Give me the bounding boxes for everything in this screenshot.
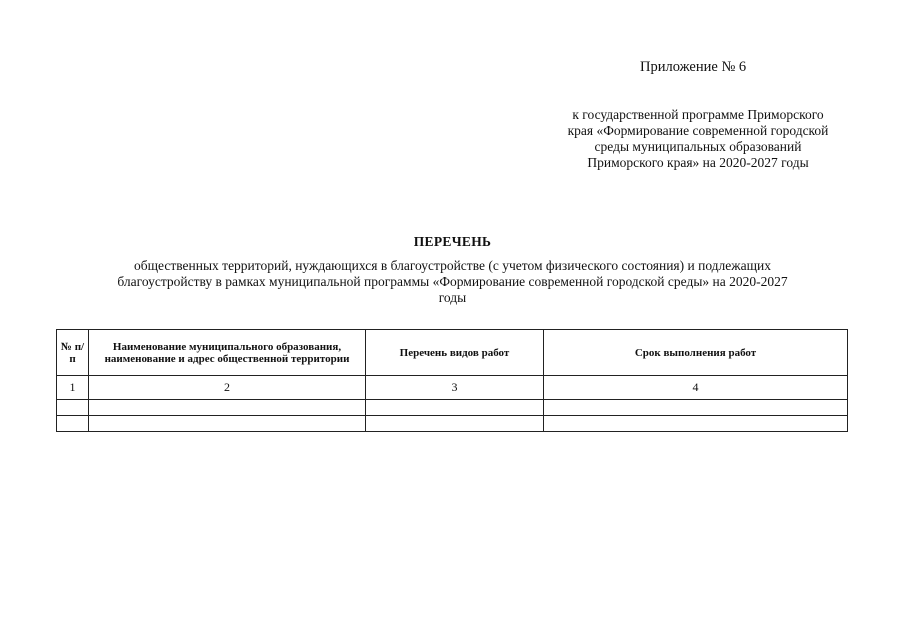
document-heading: ПЕРЕЧЕНЬ — [413, 234, 492, 249]
table-cell — [366, 400, 544, 416]
subtitle-line: общественных территорий, нуждающихся в благоустройстве (с учетом физического состояния) и подлежащих — [134, 258, 771, 273]
column-number: 4 — [544, 376, 848, 400]
appendix-title: Приложение № 6 — [640, 59, 747, 75]
table-row — [57, 416, 848, 432]
column-number-row — [57, 376, 848, 400]
table-cell — [89, 416, 366, 432]
header-works: Перечень видов работ — [366, 330, 544, 376]
appendix-reference-line: к государственной программе Приморского — [572, 107, 824, 122]
header-number: № п/п — [57, 330, 89, 376]
table-header-row — [57, 330, 848, 376]
subtitle-line: благоустройству в рамках муниципальной программы «Формирование современной городской среды» на 2020-2027 — [117, 274, 788, 289]
table-cell — [544, 416, 848, 432]
table-cell — [57, 416, 89, 432]
table-cell — [366, 416, 544, 432]
column-number: 3 — [366, 376, 544, 400]
table-cell — [57, 400, 89, 416]
table-row — [57, 400, 848, 416]
appendix-reference-line: Приморского края» на 2020-2027 годы — [587, 155, 809, 170]
column-number: 2 — [89, 376, 366, 400]
works-table — [56, 329, 848, 432]
column-number: 1 — [57, 376, 89, 400]
appendix-reference — [548, 107, 848, 171]
header-territory: Наименование муниципального образования, наименование и адрес общественной территории — [89, 330, 366, 376]
appendix-reference-line: среды муниципальных образований — [594, 139, 802, 154]
header-deadline: Срок выполнения работ — [544, 330, 848, 376]
table-cell — [544, 400, 848, 416]
subtitle-line: годы — [438, 290, 467, 305]
table-cell — [89, 400, 366, 416]
document-subtitle — [60, 258, 845, 306]
appendix-reference-line: края «Формирование современной городской — [567, 123, 829, 138]
